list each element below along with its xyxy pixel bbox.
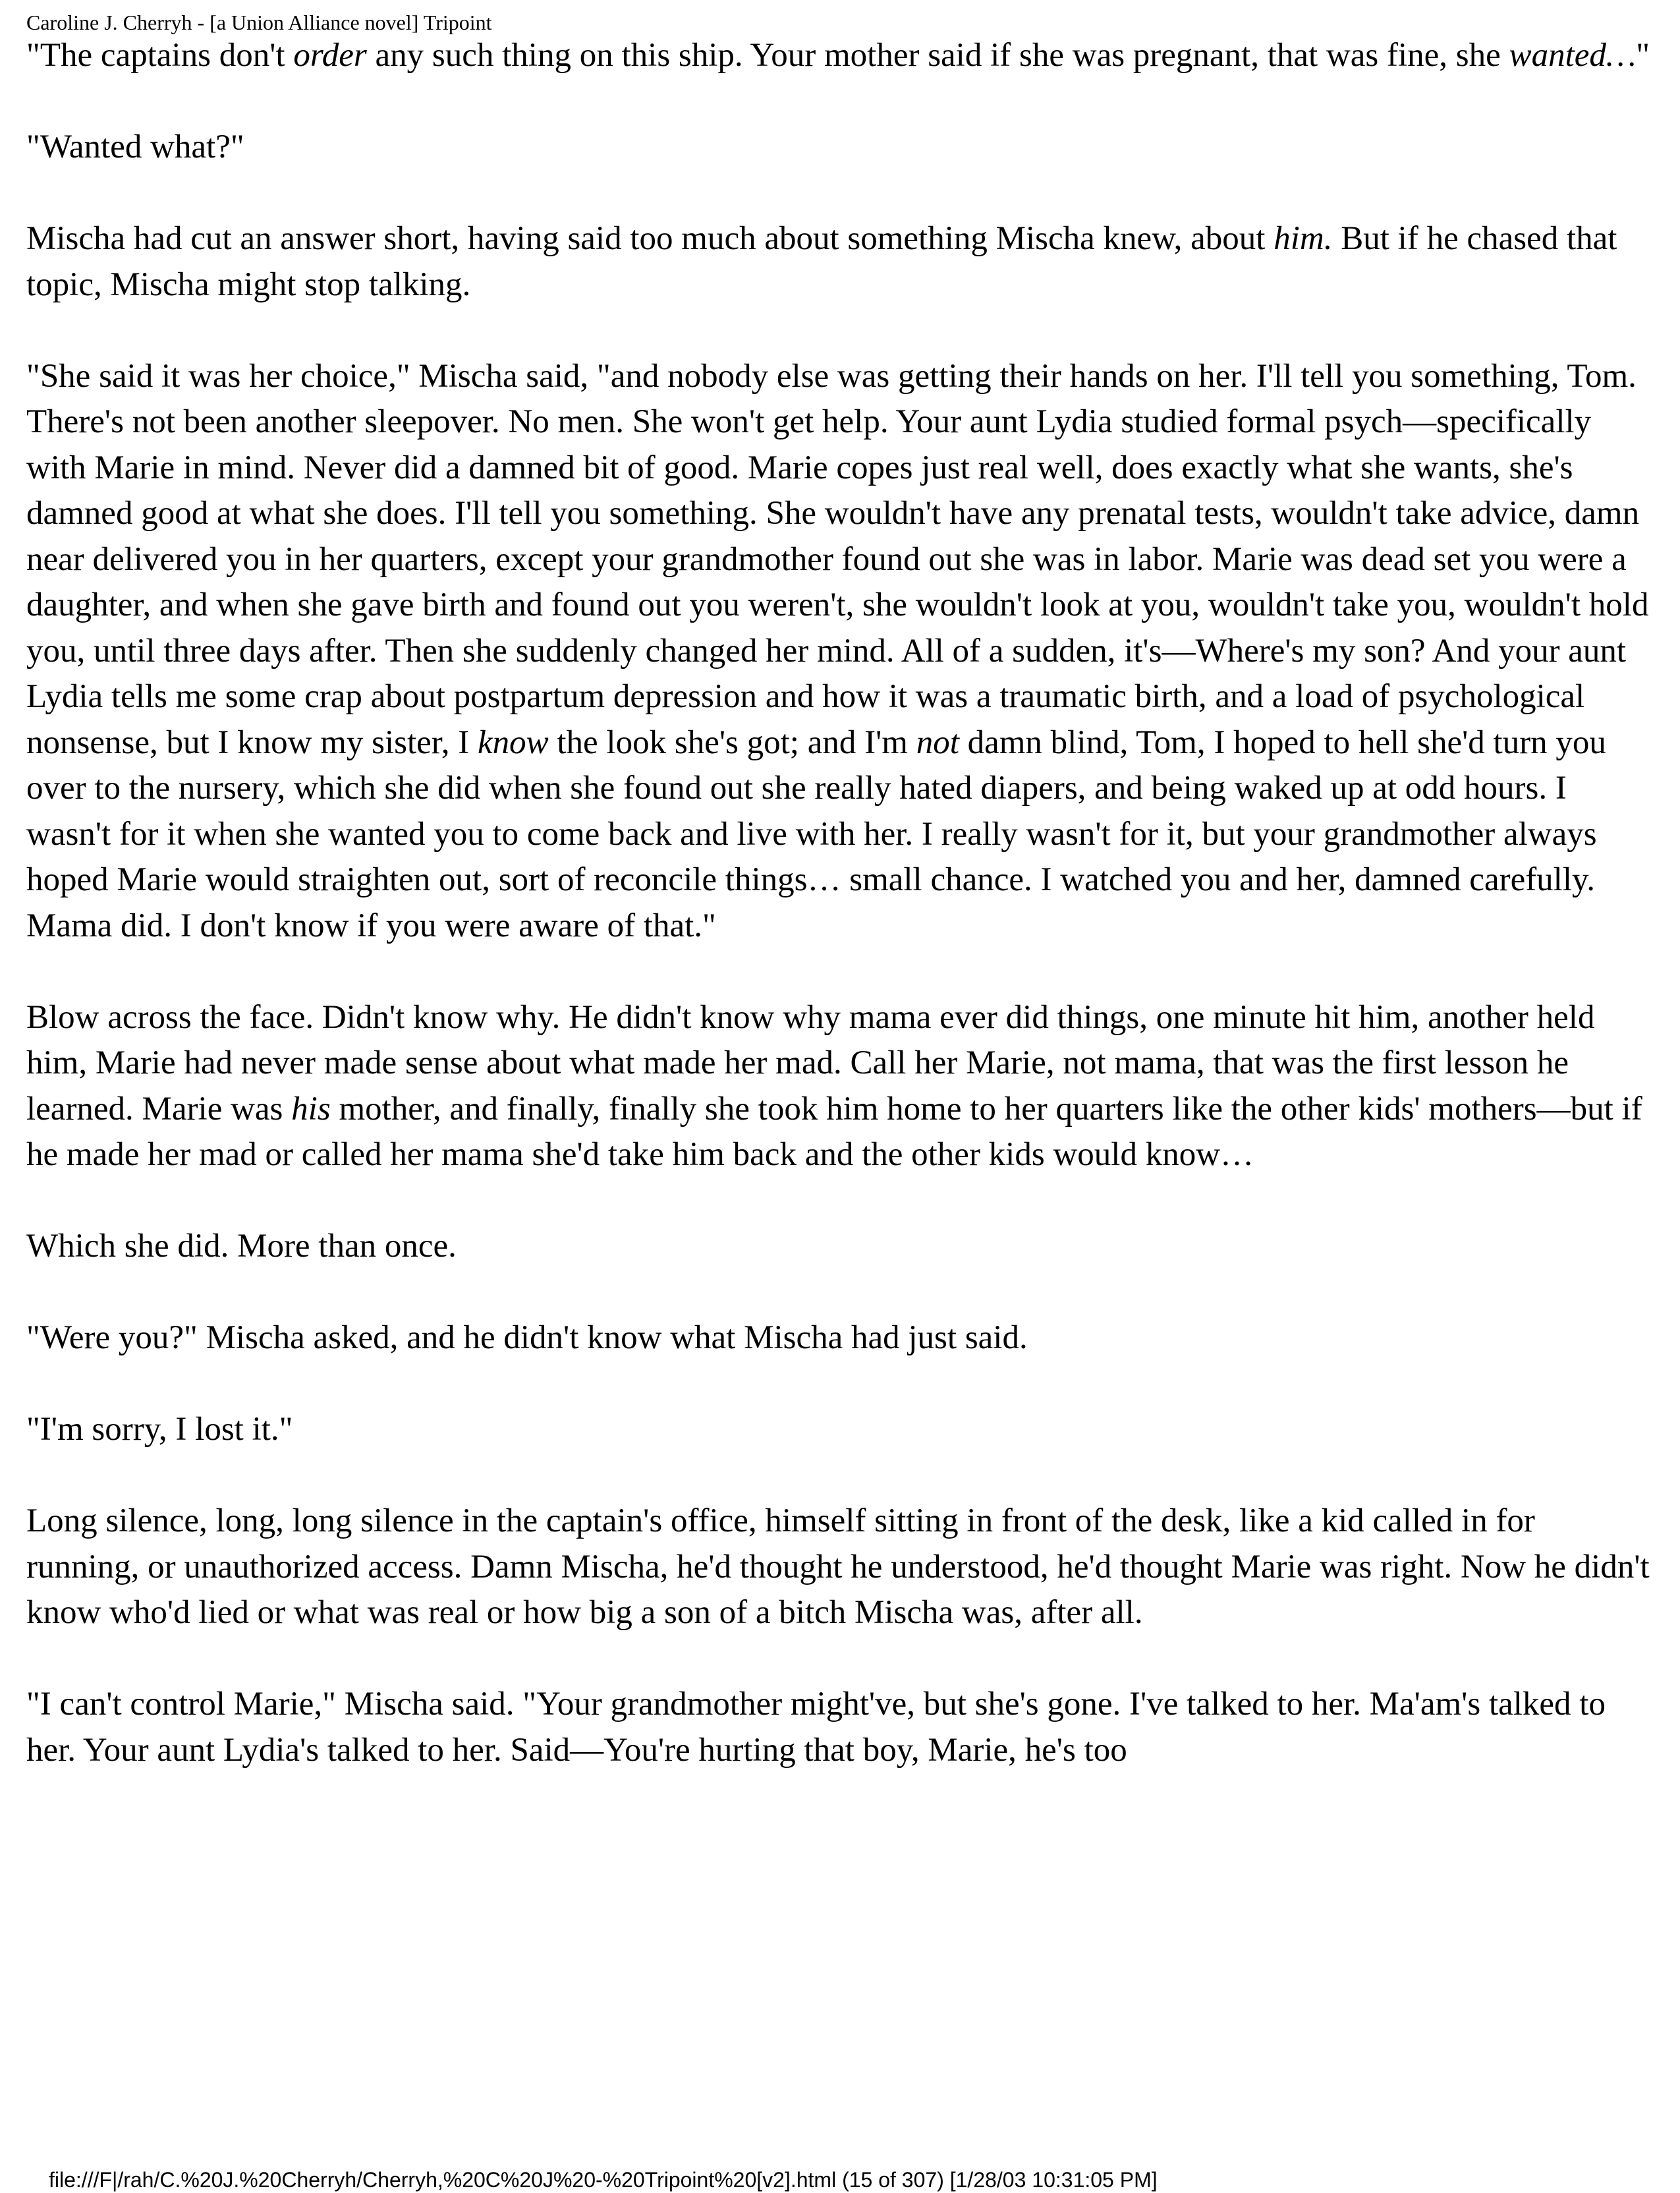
emphasis-span: his — [291, 1090, 331, 1127]
text-span: "She said it was her choice," Mischa said, "and nobody else was getting their hands on her. I'll tell you something, Tom. There's not been another sleepover. No men. She won't get help. Your aunt Lydia studied formal psych—specifically with Marie in mind. Never did a damned bit of good. Marie copes just real well, does exactly what she wants, she's damned good at what she does. I'll tell you something. She wouldn't have any prenatal tests, wouldn't take advice, damn near delivered you in her quarters, except your grandmother found out she was in labor. Marie was dead set you were a daughter, and when she gave birth and found out you weren't, she wouldn't look at you, wouldn't take you, wouldn't hold you, until three days after. Then she suddenly changed her mind. All of a sudden, it's—Where's my son? And your aunt Lydia tells me some crap about postpartum depression and how it was a traumatic birth, and a load of psychological nonsense, but I know my sister, I — [26, 357, 1649, 761]
text-span: mother, and finally, finally she took him home to her quarters like the other kids' mothers—but if he made her mad or called her mama she'd take him back and the other kids would know… — [26, 1090, 1642, 1173]
text-span: " — [1636, 37, 1650, 74]
text-span: damn blind, Tom, I hoped to hell she'd turn you over to the nursery, which she did when she found out she really hated diapers, and being waked up at odd hours. I wasn't for it when she wanted you to come back and live with her. I really wasn't for it, but your grandmother always hoped Marie would straighten out, sort of reconcile things… small chance. I watched you and her, damned carefully. Mama did. I don't know if you were aware of that." — [26, 724, 1606, 944]
text-span: "The captains don't — [26, 37, 294, 74]
paragraph — [26, 354, 1654, 950]
text-span: any such thing on this ship. Your mother said if she was pregnant, that was fine, she — [366, 37, 1509, 74]
paragraph — [26, 125, 1654, 171]
emphasis-span: wanted… — [1509, 37, 1637, 74]
text-span: "Were you?" Mischa asked, and he didn't know what Mischa had just said. — [26, 1319, 1028, 1356]
paragraph — [26, 33, 1654, 79]
text-span: Blow across the face. Didn't know why. He didn't know why mama ever did things, one minute hit him, another held him, Marie had never made sense about what made her mad. Call her Marie, not mama, that was the first lesson he learned. Marie was — [26, 998, 1595, 1127]
emphasis-span: order — [293, 37, 367, 74]
paragraph — [26, 1315, 1654, 1361]
text-span: But if he chased that topic, Mischa might stop talking. — [26, 220, 1617, 303]
emphasis-span: know — [477, 724, 549, 761]
text-span: Which she did. More than once. — [26, 1228, 457, 1265]
page-header-title: Caroline J. Cherryh - [a Union Alliance novel] Tripoint — [26, 11, 492, 34]
page-footer-path: file:///F|/rah/C.%20J.%20Cherryh/Cherryh,%20C%20J%20-%20Tripoint%20[v2].html (15 of 307) [1/28/03 10:31:05 PM] — [49, 2168, 1158, 2192]
paragraph — [26, 1498, 1654, 1636]
text-span: the look she's got; and I'm — [548, 724, 916, 761]
paragraph — [26, 1682, 1654, 1773]
paragraph — [26, 216, 1654, 308]
text-span: Long silence, long, long silence in the captain's office, himself sitting in front of the desk, like a kid called in for running, or unauthorized access. Damn Mischa, he'd thought he understood, he'd thought Marie was right. Now he didn't know who'd lied or what was real or how big a son of a bitch Mischa was, after all. — [26, 1502, 1650, 1631]
paragraph — [26, 995, 1654, 1178]
emphasis-span: him. — [1274, 220, 1333, 257]
paragraph — [26, 1407, 1654, 1453]
text-span: "I'm sorry, I lost it." — [26, 1411, 293, 1448]
text-span: Mischa had cut an answer short, having said too much about something Mischa knew, about — [26, 220, 1274, 257]
text-span: "I can't control Marie," Mischa said. "Your grandmother might've, but she's gone. I've talked to her. Ma'am's talked to her. Your aunt Lydia's talked to her. Said—You're hurting that boy, Marie, he's too — [26, 1686, 1606, 1769]
emphasis-span: not — [916, 724, 959, 761]
paragraph — [26, 1224, 1654, 1270]
document-body — [26, 33, 1654, 1819]
text-span: "Wanted what?" — [26, 128, 244, 165]
